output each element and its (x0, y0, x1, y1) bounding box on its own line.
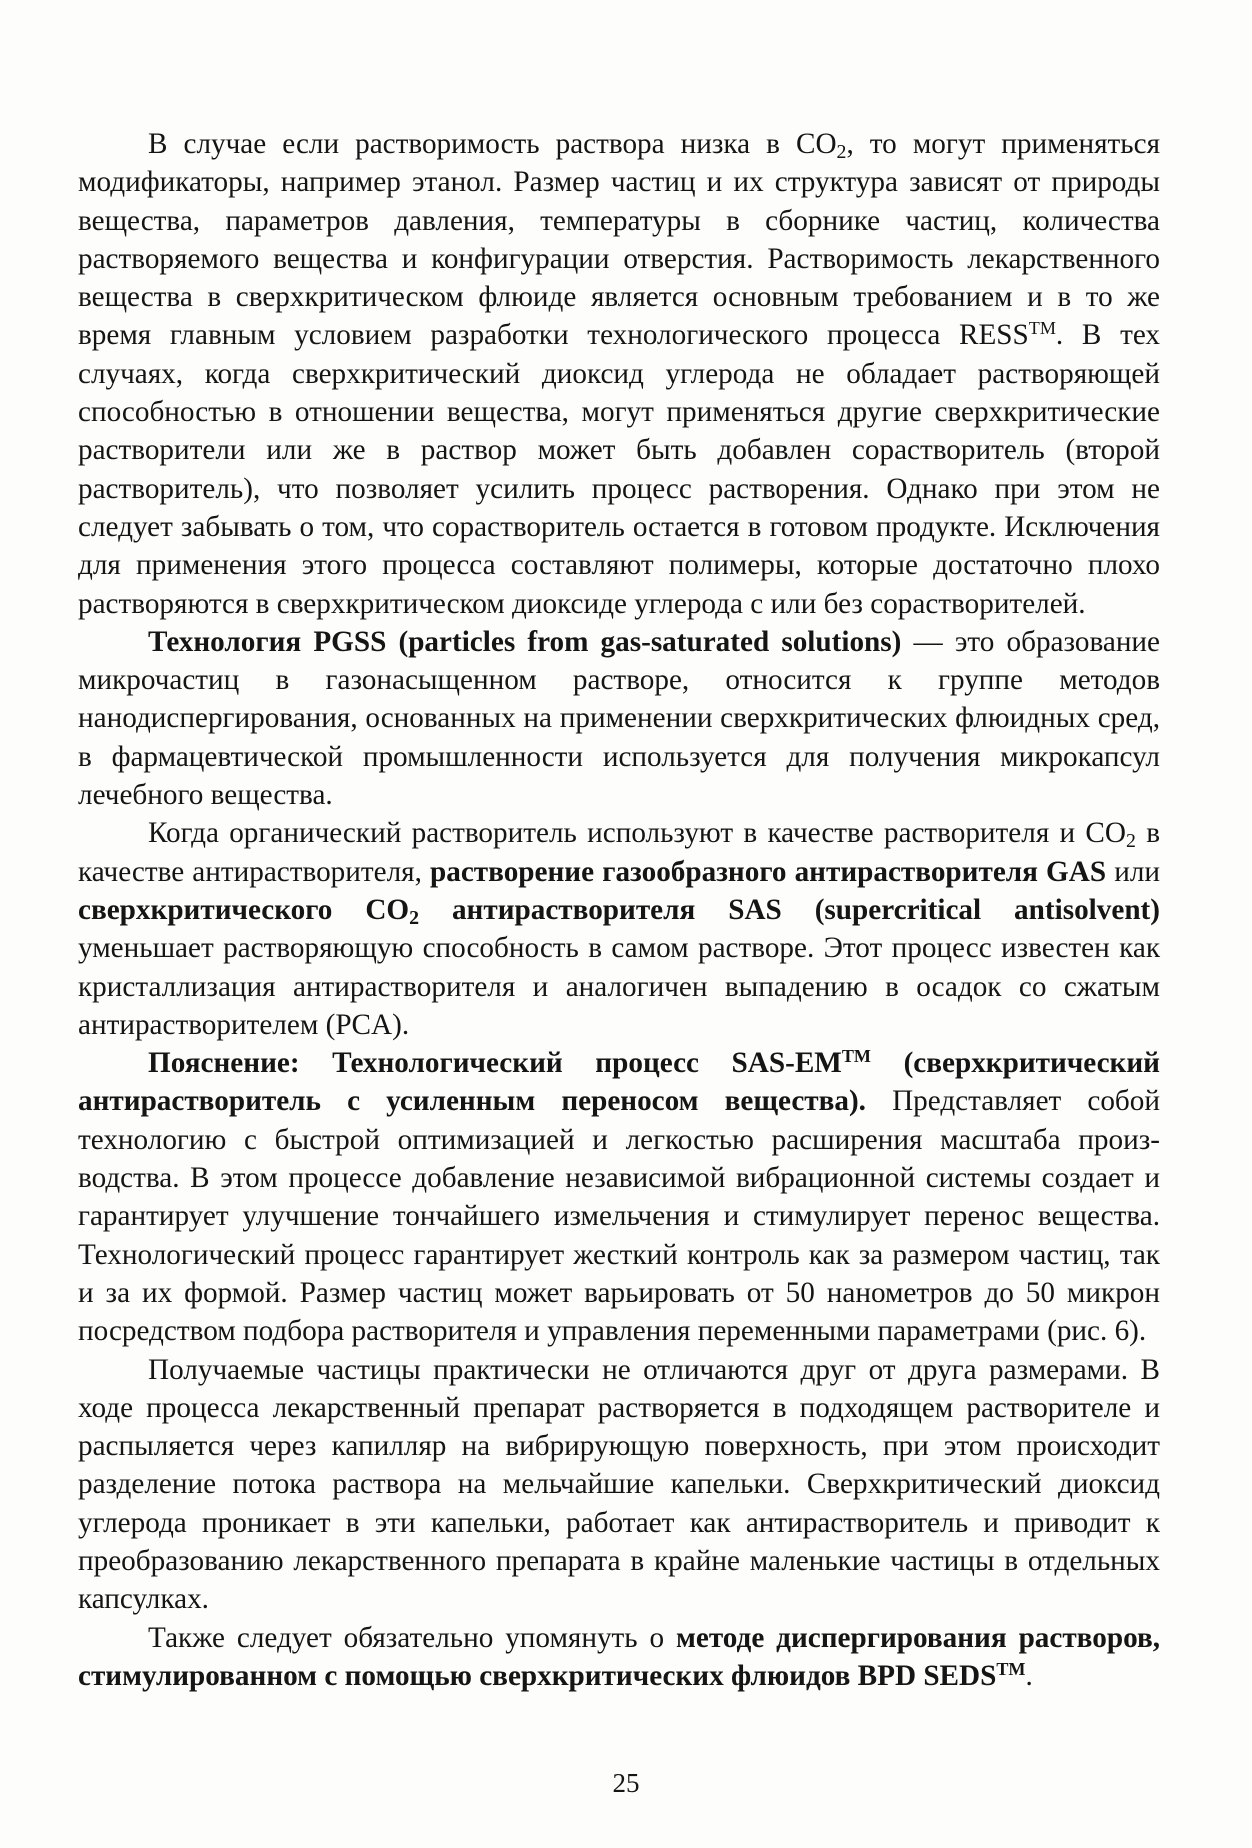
bold-term (996, 1660, 1025, 1692)
superscript: TM (996, 1658, 1026, 1679)
bold-term: Технология PGSS (particles from gas-saturated solutions) (148, 625, 902, 658)
subscript: 2 (836, 140, 847, 163)
paragraph-sas-em: Пояснение: Технологический процесс SAS-EM™ (сверхкритический антирастворитель с усиленным переносом вещества). Представляет собой технологию с быстрой оптимизацией и легкостью расширения масштаба производства. В этом процессе добавление независимой вибрационной системы создает и гарантирует улучшение тончайшего измельчения и стимулирует перенос вещества. Технологический процесс гарантирует жесткий контроль как за размером частиц, так и за их формой. Размер частиц может варьировать от 50 нанометров до 50 микрон посредством подбора растворителя и управления переменными параметрами (рис. 6). (78, 1046, 1160, 1348)
body-text (78, 125, 1160, 1695)
paragraph-pgss: Технология PGSS (particles from gas-saturated solutions) — это образование микрочастиц в газонасыщенном растворе, относится к группе методов нанодиспергирования, основанных на применении сверхкритических флюидных сред, в фармацевтической промышленности используется для получения микрокапсул лечебного вещества. (78, 625, 1161, 812)
bold-term: антирастворителя SAS (supercritical antisolvent) (419, 893, 1160, 926)
superscript: TM (1028, 318, 1056, 339)
page-number: 25 (612, 1768, 640, 1798)
bold-term: методе диспергирования растворов, стимулированном с помощью сверхкритических флюидов BPD SEDS (78, 1621, 1160, 1692)
paragraph-particles: Получаемые частицы практически не отличаются друг от друга размерами. В ходе процесса лекарственный препарат растворяется в подходящем растворителе и распыляется через капилляр на вибрирующую поверхность, при этом происходит разделение потока раствора на мельчайшие капельки. Сверхкритический диоксид углерода проникает в эти капельки, работает как антирастворитель и приводит к преобразованию лекарственного препарата в крайне маленькие частицы в отдельных капсулках. (78, 1353, 1160, 1616)
paragraph-bpd-seds: Также следует обязательно упомянуть о методе диспергирования растворов, стимулированном с помощью сверхкритических флюидов BPD SEDS™. (78, 1621, 1160, 1692)
subscript: 2 (409, 906, 420, 929)
superscript: TM (841, 1046, 871, 1067)
subscript: 2 (1125, 830, 1136, 853)
paragraph-gas-sas: Когда органический растворитель используют в качестве растворителя и $CO_2$ в качестве антирастворителя, растворение газообразного антирастворителя GAS или сверхкритического $CO_2$ антирастворителя SAS (supercritical antisolvent) уменьшает растворяющую способность в самом растворе. Этот процесс известен как кристаллизация антирастворителя и аналогичен выпадению в осадок со сжатым антирастворителем (PCA). (78, 817, 1161, 1041)
bold-term (842, 1047, 871, 1079)
bold-term: сверхкритического CO (78, 893, 410, 926)
paragraph-ress-solubility: В случае если растворимость раствора низка в $CO_2$, то могут применяться модификаторы, например этанол. Размер частиц и их структура зависят от природы вещества, параметров давления, температуры в сборнике частиц, количества растворяемого вещества и конфигурации отверстия. Растворимость лекарственного вещества в сверхкритическом флюиде является основным требованием и в то же время главным условием разработки технологического процесса RESS™. В тех случаях, когда сверхкритический диоксид углерода не обладает растворяющей способностью в отношении вещества, могут применяться другие сверхкритические растворители или же в раствор может быть добавлен сорастворитель (второй растворитель), что позволяет усилить процесс растворения. Однако при этом не следует забывать о том, что сорастворитель остается в готовом продукте. Исключения для применения этого процесса составляют полимеры, которые достаточно плохо растворяются в сверхкритическом диоксиде углерода с или без сорастворителей. (78, 128, 1160, 620)
bold-term: растворение газообразного антирастворителя GAS (430, 855, 1107, 888)
bold-term (409, 894, 420, 929)
bold-term: (сверхкритический антирастворитель с усиленным переносом вещества). (78, 1047, 1160, 1118)
bold-term: Пояснение: Технологический процесс SAS-EM (148, 1047, 842, 1080)
